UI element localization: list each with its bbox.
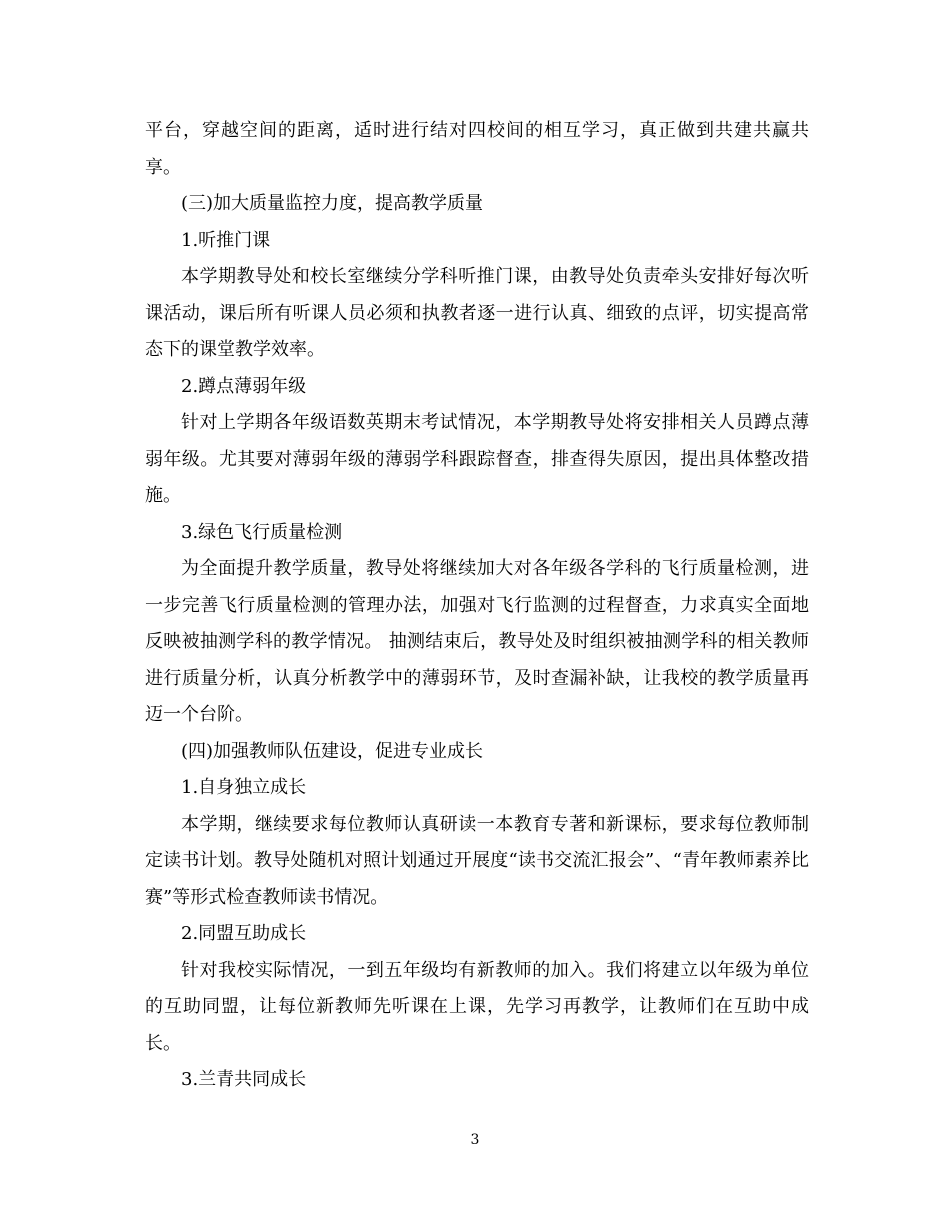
subsection-heading: 1.听推门课	[181, 229, 271, 251]
subsection-heading: 1.自身独立成长	[181, 777, 307, 798]
paragraph: 本学期教导处和校长室继续分学科听推门课，由教导处负责牵头安排好每次听课活动，课后所有听课人员必须和执教者逐一进行认真、细致的点评，切实提高常态下的课堂教学效率。	[145, 266, 809, 360]
paragraph: 本学期，继续要求每位教师认真研读一本教育专著和新课标，要求每位教师制定读书计划。教导处随机对照计划通过开展度“读书交流汇报会”、“青年教师素养比赛”等形式检查教师读书情况。	[145, 813, 809, 908]
paragraph: 针对上学期各年级语数英期末考试情况，本学期教导处将安排相关人员蹲点薄弱年级。尤其要对薄弱年级的薄弱学科跟踪督查，排查得失原因，提出具体整改措施。	[145, 412, 809, 506]
subsection-heading: 3.绿色飞行质量检测	[181, 521, 343, 543]
paragraph: 针对我校实际情况，一到五年级均有新教师的加入。我们将建立以年级为单位的互助同盟，让每位新教师先听课在上课，先学习再教学，让教师们在互助中成长。	[145, 959, 809, 1054]
paragraph: 为全面提升教学质量，教导处将继续加大对各年级各学科的飞行质量检测，进一步完善飞行质量检测的管理办法，加强对飞行监测的过程督查，力求真实全面地反映被抽测学科的教学情况。 抽测结束后，教导处及时组织被抽测学科的相关教师进行质量分析，认真分析教学中的薄弱环节，及时查漏补缺，让我校的教学质量再迈一个台阶。	[145, 558, 809, 725]
page-number: 3	[470, 1132, 480, 1148]
paragraph: 平台，穿越空间的距离，适时进行结对四校间的相互学习，真正做到共建共赢共享。	[145, 120, 809, 178]
subsection-heading: 2.蹲点薄弱年级	[181, 375, 307, 397]
section-heading: (三)加大质量监控力度，提高教学质量	[181, 193, 484, 214]
body-text	[145, 113, 809, 1099]
subsection-heading: 3.兰青共同成长	[181, 1069, 307, 1090]
section-heading: (四)加强教师队伍建设，促进专业成长	[181, 740, 484, 762]
subsection-heading: 2.同盟互助成长	[181, 923, 307, 944]
